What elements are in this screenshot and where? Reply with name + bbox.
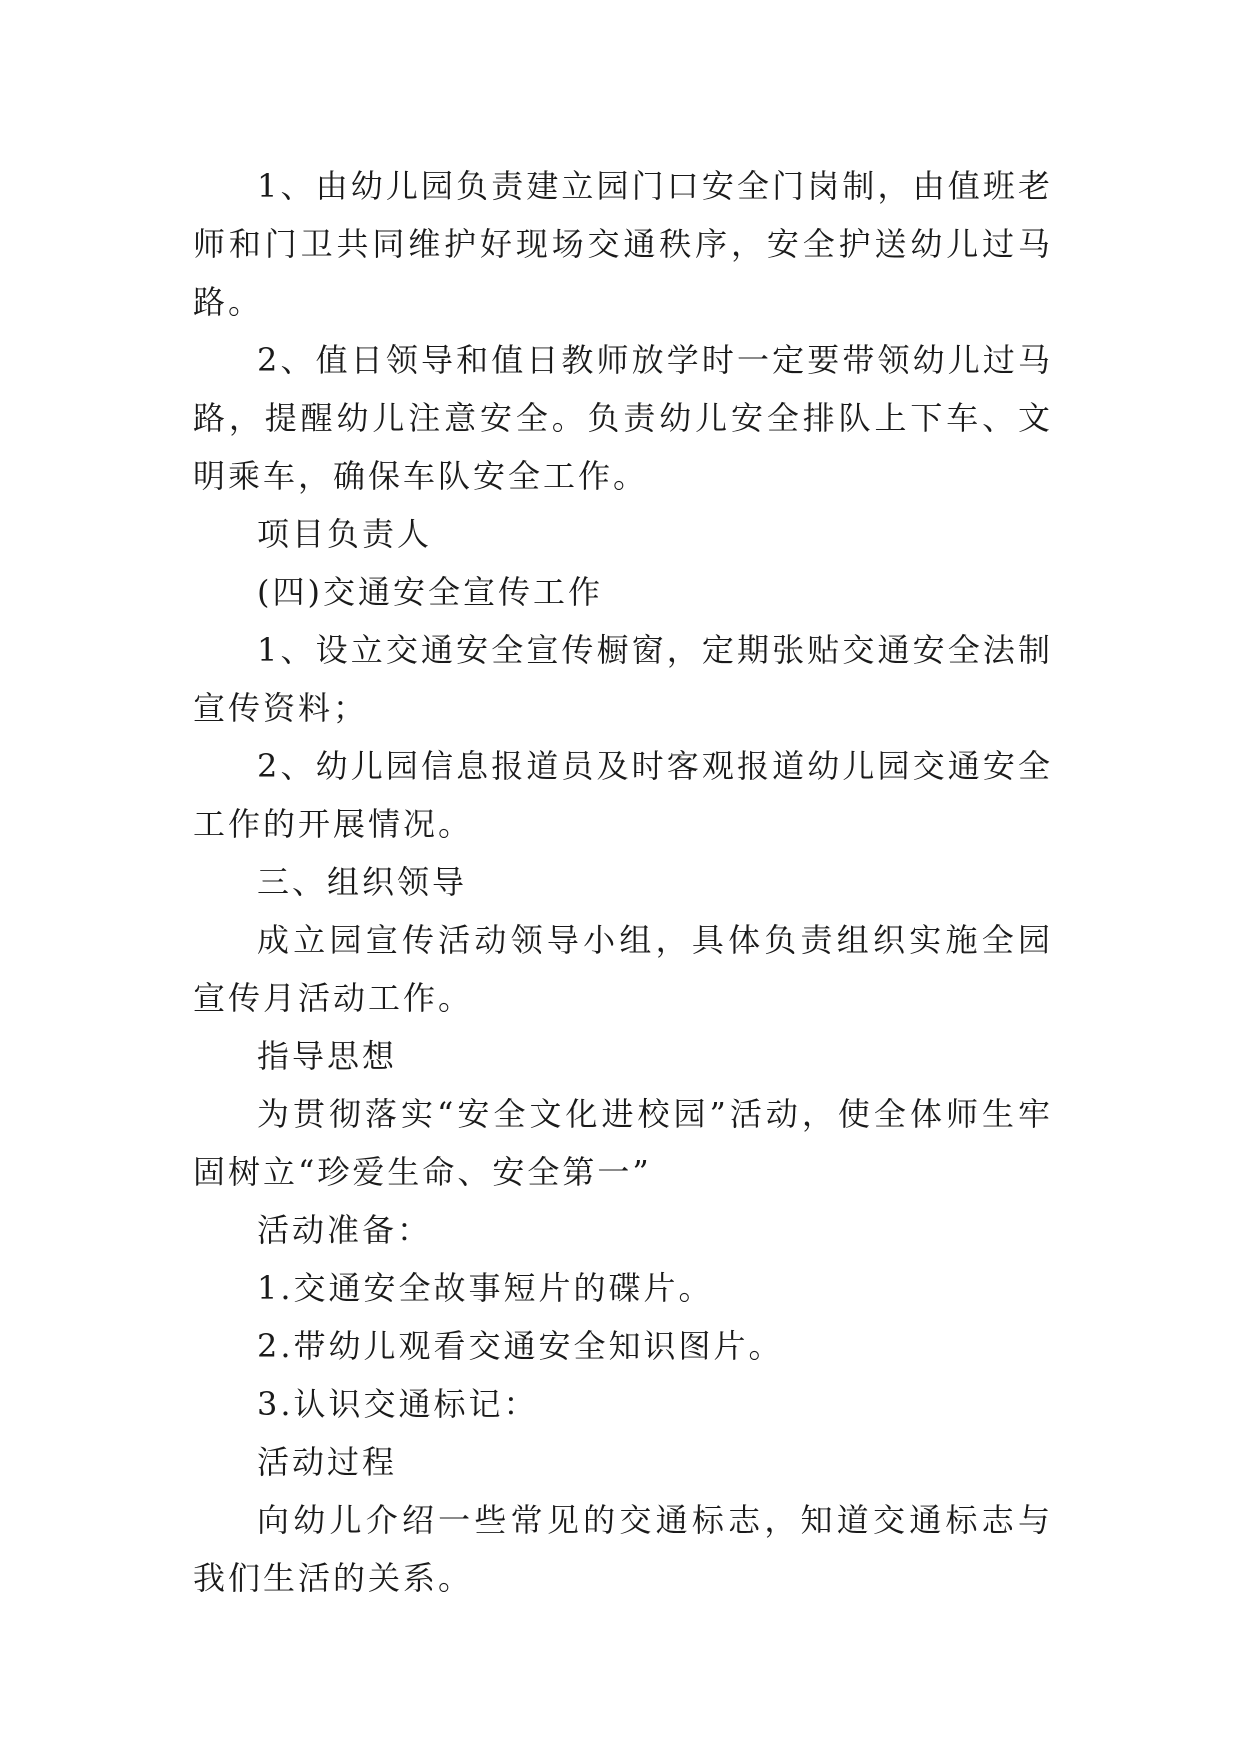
heading-guiding-idea: 指导思想	[257, 1037, 398, 1075]
document-body	[193, 157, 1053, 1607]
heading-publicity-work: (四)交通安全宣传工作	[257, 573, 603, 611]
paragraph-publicity-window: 1、设立交通安全宣传橱窗，定期张贴交通安全法制宣传资料；	[193, 631, 1053, 727]
paragraph-leading-group: 成立园宣传活动领导小组，具体负责组织实施全园宣传月活动工作。	[193, 921, 1053, 1017]
heading-organization: 三、组织领导	[257, 863, 468, 901]
heading-preparation: 活动准备：	[257, 1211, 433, 1249]
paragraph-project-lead: 项目负责人	[257, 515, 433, 553]
paragraph-gate-duty: 1、由幼儿园负责建立园门口安全门岗制，由值班老师和门卫共同维护好现场交通秩序，安全护送幼儿过马路。	[193, 167, 1053, 321]
paragraph-process: 向幼儿介绍一些常见的交通标志，知道交通标志与我们生活的关系。	[193, 1501, 1053, 1597]
list-item-preparation-3: 3.认识交通标记：	[257, 1385, 539, 1423]
paragraph-reporter: 2、幼儿园信息报道员及时客观报道幼儿园交通安全工作的开展情况。	[193, 747, 1053, 843]
list-item-preparation-2: 2.带幼儿观看交通安全知识图片。	[257, 1327, 784, 1365]
paragraph-duty-leaders: 2、值日领导和值日教师放学时一定要带领幼儿过马路，提醒幼儿注意安全。负责幼儿安全排队上下车、文明乘车，确保车队安全工作。	[193, 341, 1053, 495]
heading-process: 活动过程	[257, 1443, 398, 1481]
list-item-preparation-1: 1.交通安全故事短片的碟片。	[257, 1269, 714, 1307]
paragraph-guiding-idea: 为贯彻落实“安全文化进校园”活动，使全体师生牢固树立“珍爱生命、安全第一”	[193, 1095, 1053, 1191]
